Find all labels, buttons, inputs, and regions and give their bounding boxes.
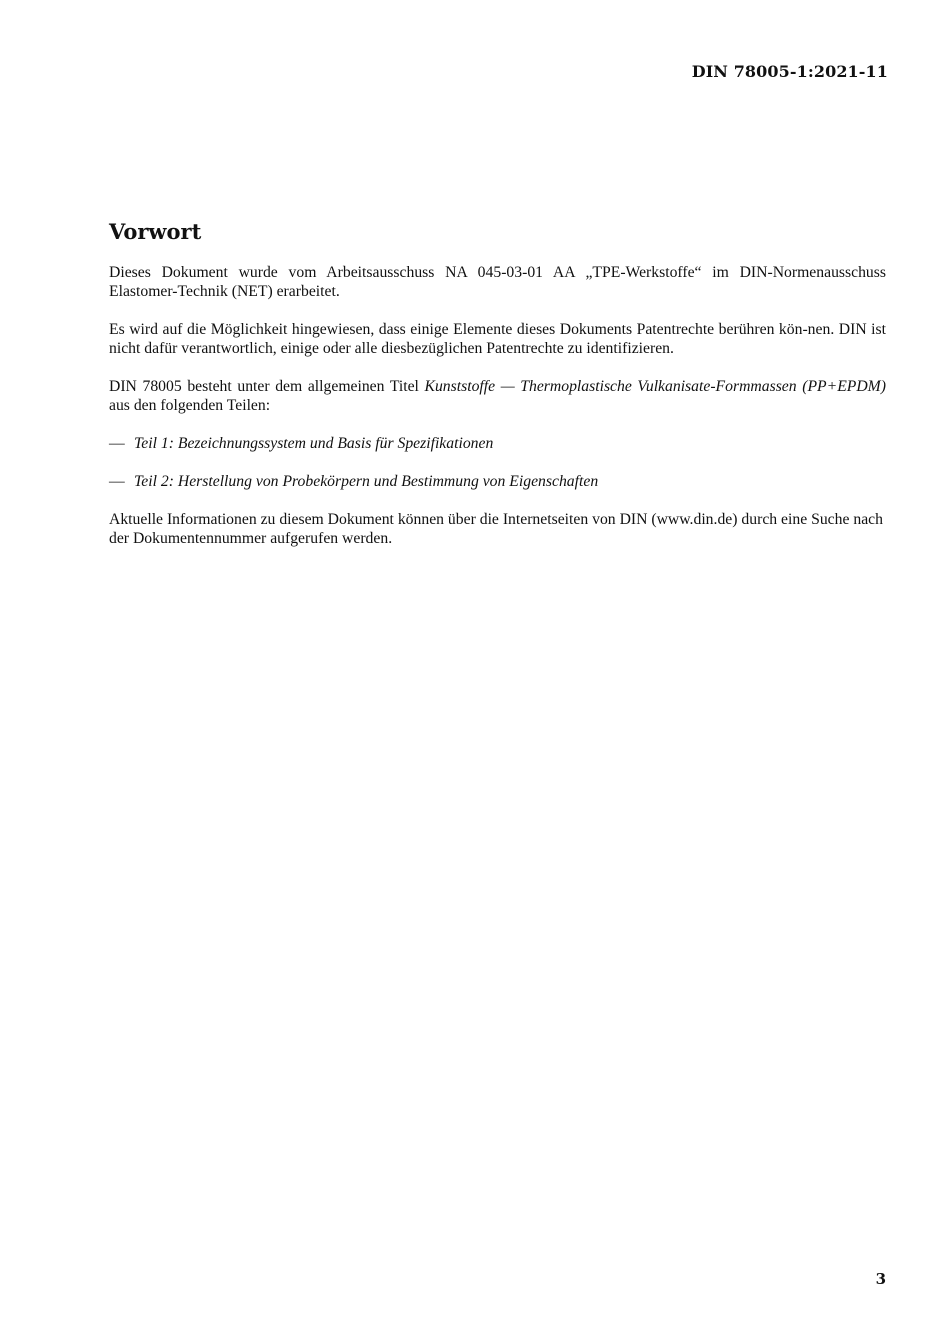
document-identifier: DIN 78005-1:2021-11 <box>691 62 888 81</box>
paragraph-parts-intro <box>109 377 886 415</box>
parts-intro-prefix: DIN 78005 besteht unter dem allgemeinen Titel <box>109 378 425 395</box>
general-title: Kunststoffe — Thermoplastische Vulkanisate-Formmassen (PP+EPDM) <box>424 378 886 395</box>
part-title: Teil 2: Herstellung von Probekörpern und Bestimmung von Eigenschaften <box>134 473 599 490</box>
page-number: 3 <box>875 1270 886 1288</box>
paragraph-information: Aktuelle Informationen zu diesem Dokument können über die Internetseiten von DIN (www.din.de) durch eine Suche nach der Dokumentennummer aufgerufen werden. <box>109 511 883 547</box>
parts-intro-suffix: aus den folgenden Teilen: <box>109 397 271 414</box>
part-title: Teil 1: Bezeichnungssystem und Basis für Spezifikationen <box>134 435 494 452</box>
list-dash: — <box>109 473 125 490</box>
paragraph-patent-notice: Es wird auf die Möglichkeit hingewiesen, dass einige Elemente dieses Dokuments Patentrechte berühren kön-nen. DIN ist nicht dafür verantwortlich, einige oder alle diesbezüglichen Patentrechte zu identifizieren. <box>109 321 886 357</box>
list-item <box>109 434 886 453</box>
list-item <box>109 472 886 491</box>
paragraph-committee: Dieses Dokument wurde vom Arbeitsausschuss NA 045-03-01 AA „TPE-Werkstoffe“ im DIN-Normenausschuss Elastomer-Technik (NET) erarbeitet. <box>109 264 886 300</box>
section-title: Vorwort <box>109 219 202 244</box>
list-dash: — <box>109 435 125 452</box>
foreword-section <box>109 218 886 567</box>
